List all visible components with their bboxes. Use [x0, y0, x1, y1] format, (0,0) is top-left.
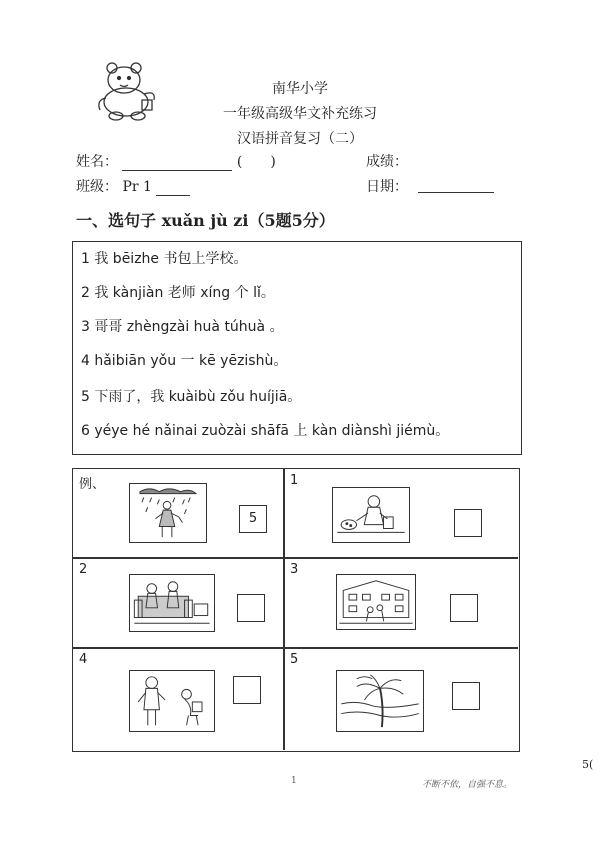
sentence-item: 5 下雨了，我 kuàibù zǒu huíjiā。 — [81, 389, 302, 405]
score-field[interactable] — [416, 155, 496, 169]
grandparents-sofa-picture — [129, 574, 215, 632]
answer-box[interactable] — [454, 509, 482, 537]
picture-cell-5 — [284, 648, 518, 750]
page-number: 1 — [291, 776, 297, 786]
beach-palm-picture — [336, 670, 424, 732]
date-label: 日期： — [366, 179, 408, 195]
score-label: 成绩： — [366, 154, 408, 170]
edge-mark: 5( — [582, 758, 594, 771]
picture-cell-1 — [284, 469, 518, 557]
school-building-picture — [336, 574, 416, 630]
answer-box[interactable] — [452, 682, 480, 710]
picture-grid — [72, 468, 520, 752]
cell-label: 5 — [290, 652, 299, 667]
class-field[interactable] — [156, 181, 190, 196]
boy-painting-picture — [332, 487, 410, 543]
cell-label: 1 — [290, 473, 299, 488]
cell-label: 4 — [79, 652, 88, 667]
picture-cell-2 — [73, 558, 283, 647]
cell-label: 3 — [290, 562, 299, 577]
worksheet-subtitle: 汉语拼音复习（二） — [237, 131, 363, 147]
date-field[interactable] — [418, 178, 494, 193]
sentence-list — [72, 241, 522, 455]
class-label: 班级： — [76, 179, 118, 195]
cell-label: 例、 — [79, 477, 106, 492]
name-paren: ( ) — [236, 154, 276, 170]
class-value: Pr 1 — [122, 179, 152, 195]
rain-person-picture — [129, 483, 207, 543]
teacher-bow-picture — [129, 670, 215, 732]
sentence-item: 4 hǎibiān yǒu 一 kē yēzishù。 — [81, 353, 288, 369]
picture-cell-3 — [284, 558, 518, 647]
name-field[interactable] — [122, 156, 232, 171]
name-label: 姓名： — [76, 154, 118, 170]
sentence-item: 6 yéye hé nǎinai zuòzài shāfā 上 kàn diànshì jiémù。 — [81, 423, 450, 439]
answer-box[interactable]: 5 — [239, 505, 267, 533]
answer-box[interactable] — [233, 676, 261, 704]
name-row — [76, 151, 276, 171]
school-name: 南华小学 — [272, 81, 328, 97]
section-title: 一、选句子 xuǎn jù zi（5题5分） — [76, 211, 335, 230]
worksheet-title: 一年级高级华文补充练习 — [223, 106, 377, 122]
sentence-item: 1 我 bēizhe 书包上学校。 — [81, 251, 248, 267]
cell-label: 2 — [79, 562, 88, 577]
example-cell — [73, 469, 283, 557]
footer-motto: 不断不依，自强不息。 — [422, 780, 513, 790]
answer-box[interactable] — [450, 594, 478, 622]
answer-box[interactable] — [237, 594, 265, 622]
class-row — [76, 176, 190, 196]
picture-cell-4 — [73, 648, 283, 750]
sentence-item: 2 我 kànjiàn 老师 xíng 个 lǐ。 — [81, 285, 275, 301]
sentence-item: 3 哥哥 zhèngzài huà túhuà 。 — [81, 319, 284, 335]
